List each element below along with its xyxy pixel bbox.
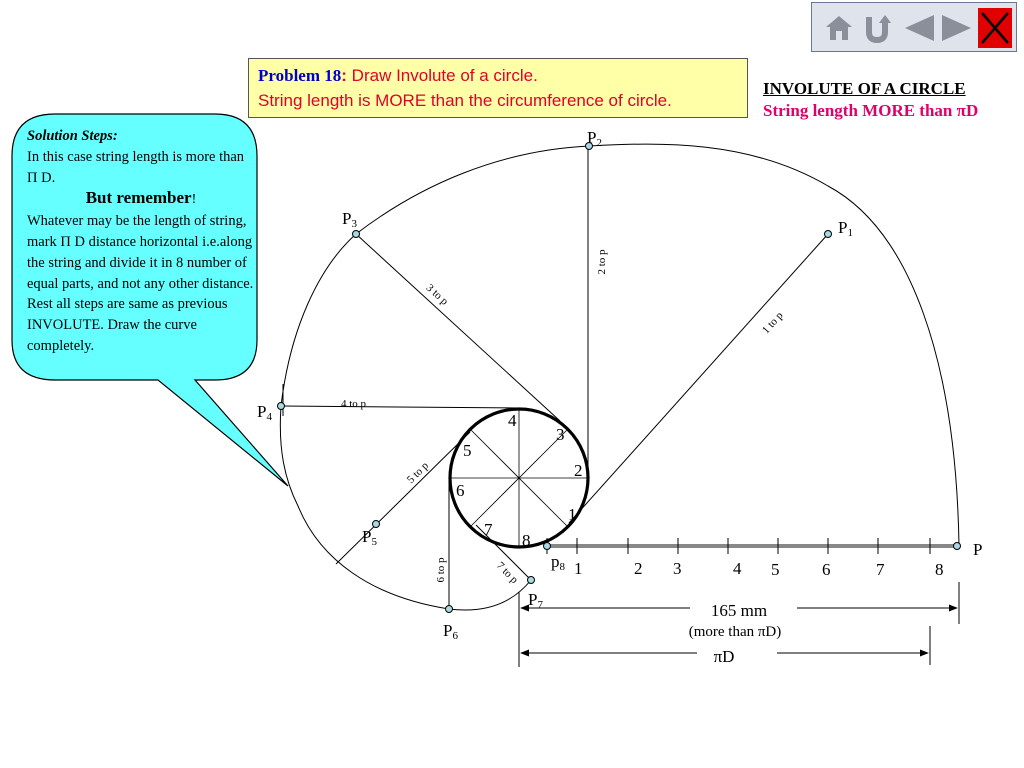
circle-div-7: 7 xyxy=(484,520,493,539)
dim-string-label: 165 mm xyxy=(710,601,768,620)
base-circle-group xyxy=(450,409,588,547)
steps-heading: Solution Steps: xyxy=(27,128,118,144)
point-p5 xyxy=(373,521,380,528)
string-division-labels xyxy=(574,559,944,579)
navigation-bar xyxy=(811,2,1017,52)
point-p3 xyxy=(353,231,360,238)
steps-body: Whatever may be the length of string, mark Π D distance horizontal i.e.along the string and divide it in 8 number of equal parts, and not any other distance. Rest all steps are same as previous INVOLUTE. Draw the curve completely. xyxy=(27,213,254,354)
label-5-to-p: 5 to p xyxy=(404,459,431,486)
label-p5: P5 xyxy=(362,527,377,548)
point-p xyxy=(954,543,961,550)
string-div-3: 3 xyxy=(673,559,682,578)
point-p4 xyxy=(278,403,285,410)
tangent-line-1 xyxy=(569,234,828,523)
string-div-1: 1 xyxy=(574,559,583,578)
label-4-to-p: 4 to p xyxy=(341,398,367,410)
problem-label: Problem 18 xyxy=(258,66,342,85)
problem-line-2: String length is MORE than the circumference of circle. xyxy=(258,91,672,110)
circle-div-5: 5 xyxy=(463,441,472,460)
label-p: P xyxy=(973,540,983,559)
home-icon[interactable] xyxy=(822,11,856,45)
tangent-line-5 xyxy=(336,432,470,564)
point-p8 xyxy=(544,543,551,550)
label-2-to-p: 2 to p xyxy=(596,249,608,275)
point-p7 xyxy=(528,577,535,584)
label-p8: p8 xyxy=(551,552,565,573)
label-1-to-p: 1 to p xyxy=(759,309,786,337)
label-p7: P7 xyxy=(528,590,543,611)
label-p4: P4 xyxy=(257,402,272,423)
page-title: INVOLUTE OF A CIRCLE xyxy=(763,79,966,98)
circle-div-6: 6 xyxy=(456,481,465,500)
label-p1: P1 xyxy=(838,218,853,239)
string-div-6: 6 xyxy=(822,560,831,579)
tangent-line-3 xyxy=(356,234,560,421)
circle-div-2: 2 xyxy=(574,461,583,480)
triangle-right-icon[interactable] xyxy=(940,11,974,45)
string-div-5: 5 xyxy=(771,560,780,579)
point-labels xyxy=(257,128,982,642)
string-div-7: 7 xyxy=(876,560,885,579)
triangle-left-icon[interactable] xyxy=(902,11,936,45)
problem-statement xyxy=(248,58,748,118)
point-p1 xyxy=(825,231,832,238)
label-p6: P6 xyxy=(443,621,458,642)
string-div-4: 4 xyxy=(733,559,742,578)
solution-steps xyxy=(27,126,255,357)
point-p6 xyxy=(446,606,453,613)
emphasis-tail: ! xyxy=(191,192,197,208)
circle-div-1: 1 xyxy=(568,505,577,524)
label-3-to-p: 3 to p xyxy=(423,281,451,308)
close-x-icon[interactable] xyxy=(978,8,1012,48)
steps-emphasis xyxy=(27,188,255,211)
dim-string-note: (more than πD) xyxy=(688,624,782,640)
circle-div-4: 4 xyxy=(508,411,517,430)
emphasis-text: But remember xyxy=(85,188,192,208)
problem-line-1: Draw Involute of a circle. xyxy=(351,66,538,85)
page-subtitle: String length MORE than πD xyxy=(763,101,979,120)
label-p3: P3 xyxy=(342,209,357,230)
label-6-to-p: 6 to p xyxy=(435,557,447,583)
label-p2: P2 xyxy=(587,128,602,149)
string-div-8: 8 xyxy=(935,560,944,579)
circle-div-8: 8 xyxy=(522,531,531,550)
string-div-2: 2 xyxy=(634,559,643,578)
steps-intro: In this case string length is more than Π D. xyxy=(27,148,245,186)
problem-colon: : xyxy=(341,66,347,85)
label-7-to-p: 7 to p xyxy=(494,559,521,586)
tangent-labels xyxy=(341,249,786,586)
tangent-line-4 xyxy=(281,406,519,408)
involute-curve xyxy=(280,144,959,610)
undo-icon[interactable] xyxy=(860,11,894,45)
circle-div-3: 3 xyxy=(556,425,565,444)
locus-points xyxy=(278,143,961,613)
title-block xyxy=(763,78,1021,122)
dim-pid-label: πD xyxy=(713,647,735,666)
